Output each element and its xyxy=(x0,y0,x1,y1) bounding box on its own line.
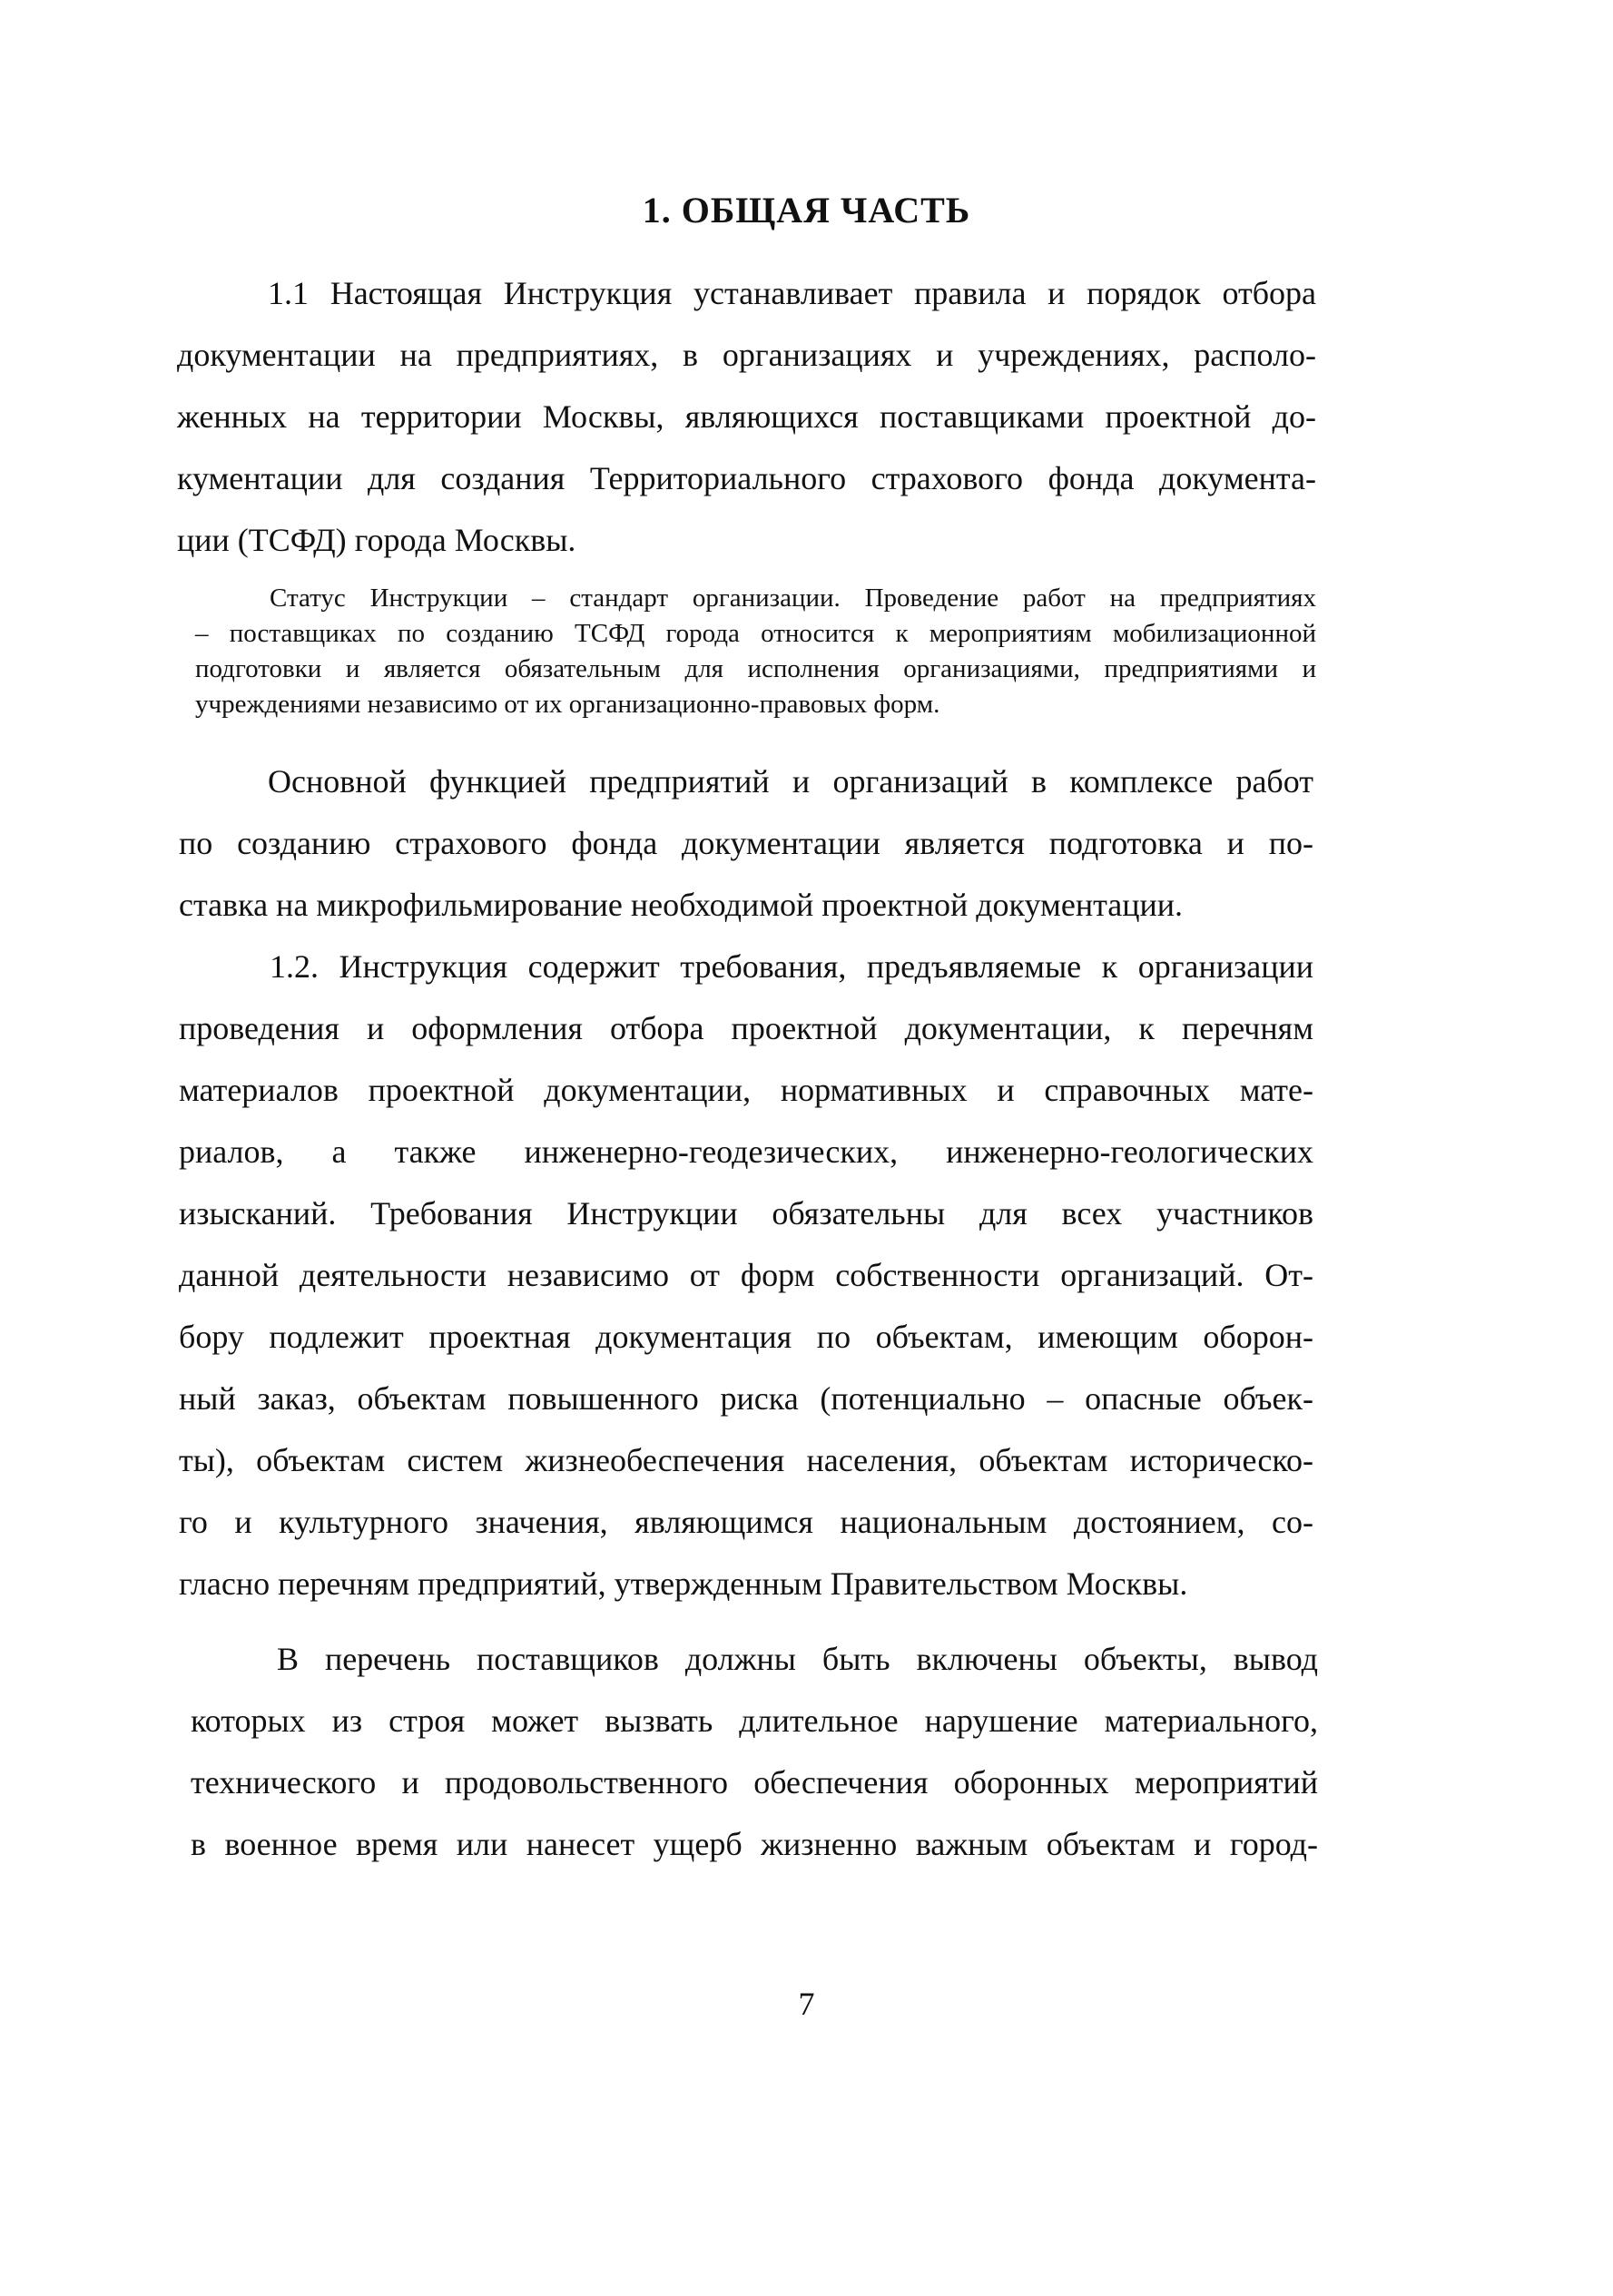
paragraph-line: данной деятельности независимо от форм собственности организаций. От- xyxy=(179,1257,1313,1293)
paragraph-line: изысканий. Требования Инструкции обязательны для всех участников xyxy=(179,1195,1313,1231)
paragraph-line: гласно перечням предприятий, утвержденным Правительством Москвы. xyxy=(179,1565,1188,1602)
paragraph-line: го и культурного значения, являющимся национальным достоянием, со- xyxy=(179,1504,1313,1540)
section-heading: 1. ОБЩАЯ ЧАСТЬ xyxy=(642,190,971,231)
paragraph-line: 1.1 Настоящая Инструкция устанавливает правила и порядок отбора xyxy=(268,275,1316,311)
paragraph-line: проведения и оформления отбора проектной документации, к перечням xyxy=(179,1010,1313,1046)
page-number: 7 xyxy=(798,1986,815,2022)
paragraph-line: ный заказ, объектам повышенного риска (потенциально – опасные объек- xyxy=(179,1380,1313,1417)
paragraph-line: риалов, а также инженерно-геодезических, инженерно-геологических xyxy=(179,1133,1313,1170)
note-line: – поставщиках по созданию ТСФД города относится к мероприятиям мобилизационной xyxy=(195,619,1316,648)
note-line: подготовки и является обязательным для исполнения организациями, предприятиями и xyxy=(195,654,1316,683)
paragraph-line: по созданию страхового фонда документации является подготовка и по- xyxy=(179,825,1313,861)
paragraph-line: кументации для создания Территориального страхового фонда документа- xyxy=(177,460,1316,496)
paragraph-line: женных на территории Москвы, являющихся поставщиками проектной до- xyxy=(177,398,1316,435)
paragraph-line: документации на предприятиях, в организациях и учреждениях, располо- xyxy=(177,337,1316,373)
paragraph-line: материалов проектной документации, нормативных и справочных мате- xyxy=(179,1072,1313,1108)
note-line: учреждениями независимо от их организационно-правовых форм. xyxy=(195,690,940,719)
paragraph-line: В перечень поставщиков должны быть включены объекты, вывод xyxy=(277,1641,1318,1677)
paragraph-line: ты), объектам систем жизнеобеспечения населения, объектам историческо- xyxy=(179,1442,1313,1478)
paragraph-line: ции (ТСФД) города Москвы. xyxy=(177,522,576,558)
paragraph-line: в военное время или нанесет ущерб жизненно важным объектам и город- xyxy=(191,1826,1318,1862)
paragraph-line: технического и продовольственного обеспечения оборонных мероприятий xyxy=(191,1764,1318,1800)
paragraph-line: которых из строя может вызвать длительное нарушение материального, xyxy=(191,1702,1318,1739)
note-line: Статус Инструкции – стандарт организации. Проведение работ на предприятиях xyxy=(270,584,1316,613)
paragraph-line: 1.2. Инструкция содержит требования, предъявляемые к организации xyxy=(270,948,1313,985)
paragraph-line: Основной функцией предприятий и организаций в комплексе работ xyxy=(268,763,1313,800)
paragraph-line: бору подлежит проектная документация по объектам, имеющим оборон- xyxy=(179,1319,1313,1355)
paragraph-line: ставка на микрофильмирование необходимой проектной документации. xyxy=(179,887,1184,923)
